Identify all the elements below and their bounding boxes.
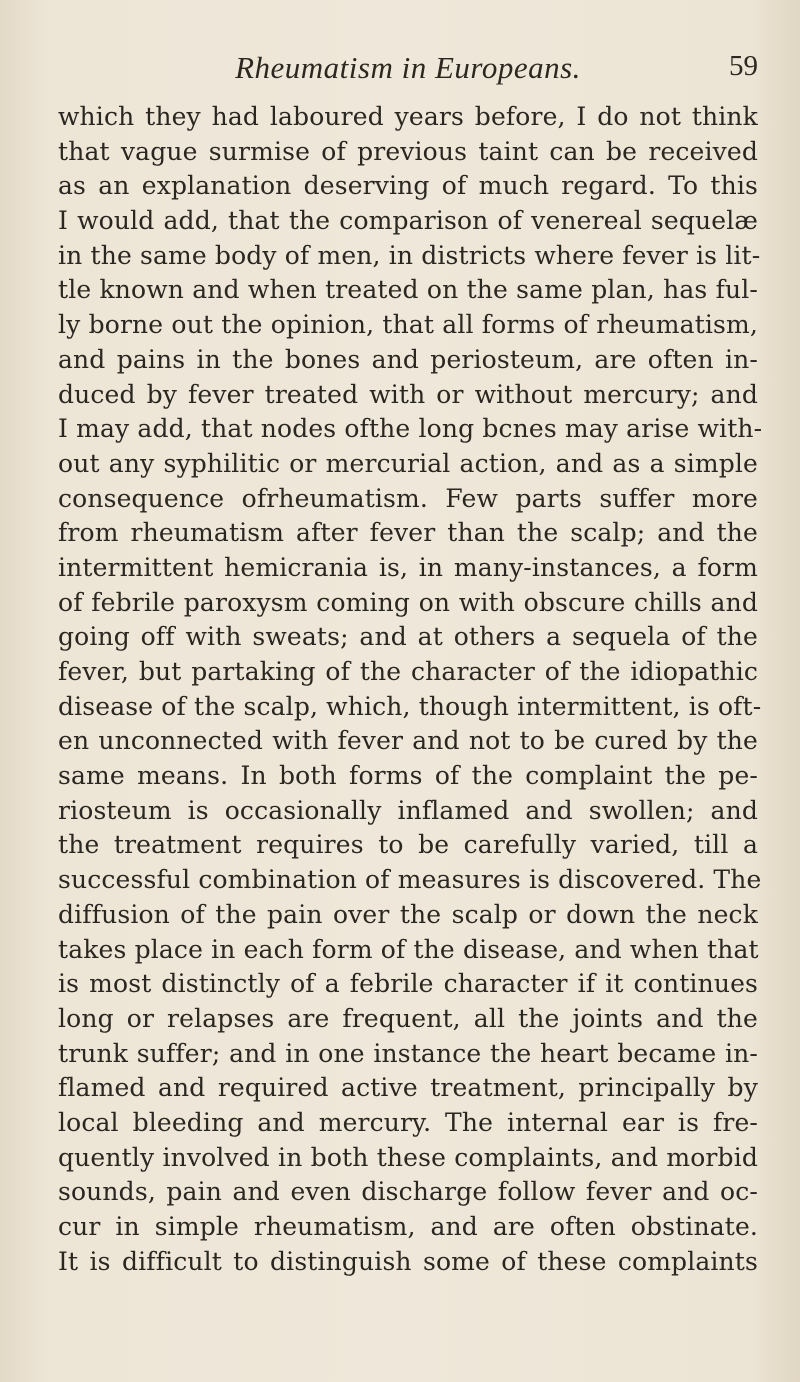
body-text: [58, 100, 763, 1279]
text-line: going off with sweats; and at others a sequela of the: [58, 622, 758, 652]
text-line: I would add, that the comparison of venereal sequelæ: [58, 206, 758, 236]
text-line: sounds, pain and even discharge follow fever and oc-: [58, 1177, 758, 1207]
text-line: takes place in each form of the disease, and when that: [58, 934, 759, 964]
text-line: and pains in the bones and periosteum, are often in-: [58, 344, 758, 374]
text-line: same means. In both forms of the complaint the pe-: [58, 761, 758, 791]
text-line: quently involved in both these complaints, and morbid: [58, 1142, 758, 1172]
text-line: flamed and required active treatment, principally by: [58, 1073, 758, 1103]
text-line: as an explanation deserving of much regard. To this: [58, 171, 758, 201]
text-line: long or relapses are frequent, all the joints and the: [58, 1003, 758, 1033]
text-line: diffusion of the pain over the scalp or down the neck: [58, 899, 758, 929]
text-line: tle known and when treated on the same plan, has ful-: [58, 275, 758, 305]
text-line: which they had laboured years before, I do not think: [58, 102, 758, 131]
text-line: riosteum is occasionally inflamed and swollen; and: [58, 795, 758, 825]
text-line: It is difficult to distinguish some of these complaints: [58, 1246, 758, 1276]
text-line: fever, but partaking of the character of the idiopathic: [58, 657, 758, 686]
text-line: in the same body of men, in districts where fever is lit-: [58, 240, 761, 270]
text-line: from rheumatism after fever than the scalp; and the: [58, 518, 758, 548]
text-line: disease of the scalp, which, though intermittent, is oft-: [58, 691, 762, 721]
text-line: out any syphilitic or mercurial action, and as a simple: [58, 448, 758, 478]
page-header: [58, 50, 758, 90]
text-line: ly borne out the opinion, that all forms of rheumatism,: [58, 310, 758, 340]
text-line: successful combination of measures is discovered. The: [58, 865, 762, 895]
text-line: that vague surmise of previous taint can be received: [58, 136, 758, 166]
text-line: intermittent hemicrania is, in many-instances, a form: [58, 552, 758, 582]
text-line: of febrile paroxysm coming on with obscure chills and: [58, 587, 758, 617]
text-line: the treatment requires to be carefully varied, till a: [58, 830, 758, 860]
text-line: duced by fever treated with or without mercury; and: [58, 379, 758, 409]
text-line: en unconnected with fever and not to be cured by the: [58, 726, 758, 756]
text-line: trunk suffer; and in one instance the heart became in-: [58, 1038, 758, 1068]
running-title: Rheumatism in Europeans.: [235, 50, 581, 85]
page-number: 59: [729, 50, 758, 82]
text-line: cur in simple rheumatism, and are often obstinate.: [58, 1212, 758, 1241]
text-line: consequence ofrheumatism. Few parts suffer more: [58, 483, 758, 513]
text-line: I may add, that nodes ofthe long bcnes may arise with-: [58, 414, 763, 444]
text-line: is most distinctly of a febrile character if it continues: [58, 969, 758, 999]
text-line: local bleeding and mercury. The internal ear is fre-: [58, 1107, 758, 1137]
